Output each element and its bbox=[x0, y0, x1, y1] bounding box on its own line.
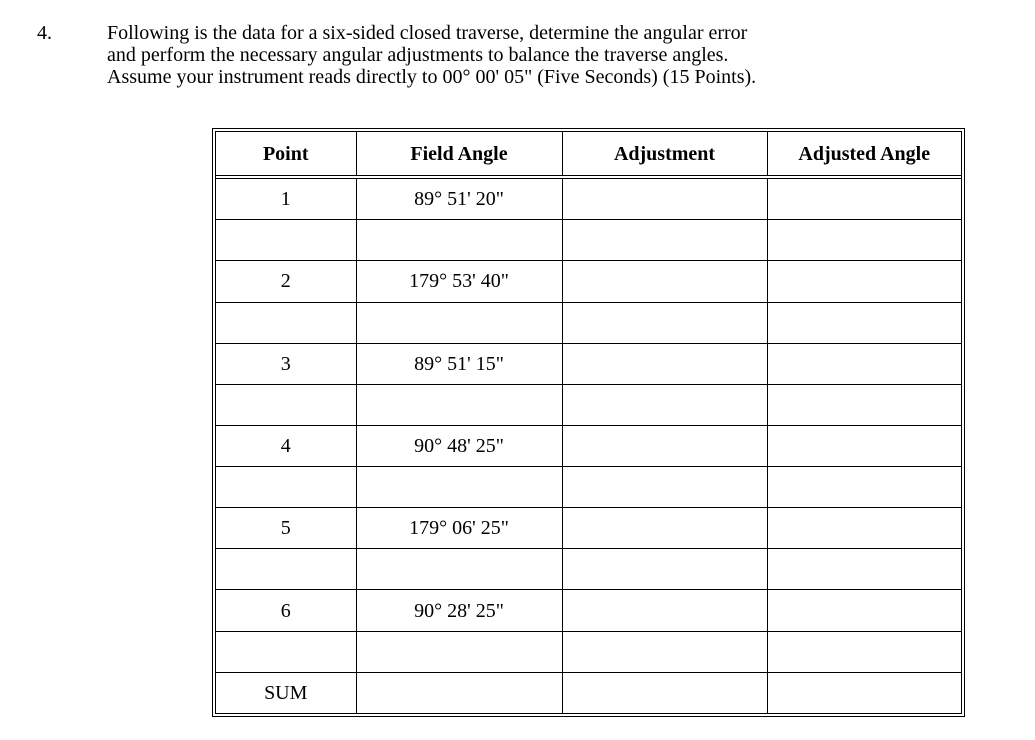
cell-point[interactable] bbox=[216, 467, 356, 508]
cell-adjusted-angle[interactable] bbox=[767, 425, 961, 466]
table-row bbox=[216, 425, 961, 466]
table-row bbox=[216, 508, 961, 549]
cell-field-angle[interactable]: 90° 48' 25" bbox=[356, 425, 562, 466]
question-line: Assume your instrument reads directly to 00° 00' 05" (Five Seconds) (15 Points). bbox=[107, 66, 757, 88]
table-row bbox=[216, 261, 961, 302]
cell-field-angle[interactable]: 89° 51' 15" bbox=[356, 343, 562, 384]
table-row bbox=[216, 343, 961, 384]
table-row bbox=[216, 467, 961, 508]
cell-adjustment[interactable] bbox=[562, 549, 767, 590]
cell-adjusted-angle[interactable] bbox=[767, 177, 961, 220]
table-row bbox=[216, 631, 961, 672]
cell-adjusted-angle[interactable] bbox=[767, 508, 961, 549]
cell-field-angle[interactable]: 89° 51' 20" bbox=[356, 177, 562, 220]
header-field-angle: Field Angle bbox=[356, 132, 562, 177]
cell-field-angle[interactable] bbox=[356, 220, 562, 261]
question-text bbox=[107, 22, 1007, 88]
cell-adjustment[interactable] bbox=[562, 261, 767, 302]
cell-point[interactable] bbox=[216, 384, 356, 425]
cell-adjusted-angle[interactable] bbox=[767, 672, 961, 713]
question-number: 4. bbox=[37, 22, 52, 44]
cell-field-angle[interactable]: 90° 28' 25" bbox=[356, 590, 562, 631]
cell-field-angle[interactable] bbox=[356, 384, 562, 425]
cell-adjustment[interactable] bbox=[562, 220, 767, 261]
question-line: Following is the data for a six-sided closed traverse, determine the angular error bbox=[107, 22, 748, 44]
cell-field-angle[interactable] bbox=[356, 302, 562, 343]
table-row bbox=[216, 177, 961, 220]
cell-adjustment[interactable] bbox=[562, 508, 767, 549]
cell-adjusted-angle[interactable] bbox=[767, 549, 961, 590]
table-row bbox=[216, 549, 961, 590]
cell-adjustment[interactable] bbox=[562, 590, 767, 631]
table-row bbox=[216, 220, 961, 261]
cell-adjusted-angle[interactable] bbox=[767, 631, 961, 672]
cell-adjusted-angle[interactable] bbox=[767, 384, 961, 425]
cell-adjustment[interactable] bbox=[562, 302, 767, 343]
cell-field-angle[interactable]: 179° 06' 25" bbox=[356, 508, 562, 549]
cell-adjustment[interactable] bbox=[562, 631, 767, 672]
cell-point[interactable] bbox=[216, 549, 356, 590]
cell-adjustment[interactable] bbox=[562, 467, 767, 508]
cell-field-angle[interactable] bbox=[356, 549, 562, 590]
table-row bbox=[216, 672, 961, 713]
cell-point[interactable] bbox=[216, 302, 356, 343]
traverse-table-frame bbox=[212, 128, 965, 717]
cell-adjustment[interactable] bbox=[562, 425, 767, 466]
cell-adjustment[interactable] bbox=[562, 177, 767, 220]
cell-point[interactable]: 2 bbox=[216, 261, 356, 302]
table-row bbox=[216, 302, 961, 343]
table-row bbox=[216, 384, 961, 425]
cell-field-angle[interactable]: 179° 53' 40" bbox=[356, 261, 562, 302]
cell-field-angle[interactable] bbox=[356, 467, 562, 508]
header-adjustment: Adjustment bbox=[562, 132, 767, 177]
cell-adjustment[interactable] bbox=[562, 672, 767, 713]
cell-point[interactable]: 3 bbox=[216, 343, 356, 384]
table-header-row bbox=[216, 132, 961, 177]
cell-adjustment[interactable] bbox=[562, 343, 767, 384]
cell-adjusted-angle[interactable] bbox=[767, 590, 961, 631]
cell-field-angle[interactable] bbox=[356, 631, 562, 672]
cell-point[interactable]: 4 bbox=[216, 425, 356, 466]
traverse-table bbox=[216, 132, 961, 713]
cell-adjusted-angle[interactable] bbox=[767, 261, 961, 302]
cell-point[interactable] bbox=[216, 220, 356, 261]
cell-adjustment[interactable] bbox=[562, 384, 767, 425]
cell-point[interactable]: SUM bbox=[216, 672, 356, 713]
cell-point[interactable] bbox=[216, 631, 356, 672]
header-point: Point bbox=[216, 132, 356, 177]
header-adjusted-angle: Adjusted Angle bbox=[767, 132, 961, 177]
table-row bbox=[216, 590, 961, 631]
question-line: and perform the necessary angular adjustments to balance the traverse angles. bbox=[107, 44, 729, 66]
cell-adjusted-angle[interactable] bbox=[767, 220, 961, 261]
cell-adjusted-angle[interactable] bbox=[767, 302, 961, 343]
traverse-table-inner-frame bbox=[215, 131, 962, 714]
cell-point[interactable]: 1 bbox=[216, 177, 356, 220]
table-body bbox=[216, 177, 961, 713]
cell-point[interactable]: 5 bbox=[216, 508, 356, 549]
cell-adjusted-angle[interactable] bbox=[767, 343, 961, 384]
cell-field-angle[interactable] bbox=[356, 672, 562, 713]
cell-point[interactable]: 6 bbox=[216, 590, 356, 631]
cell-adjusted-angle[interactable] bbox=[767, 467, 961, 508]
